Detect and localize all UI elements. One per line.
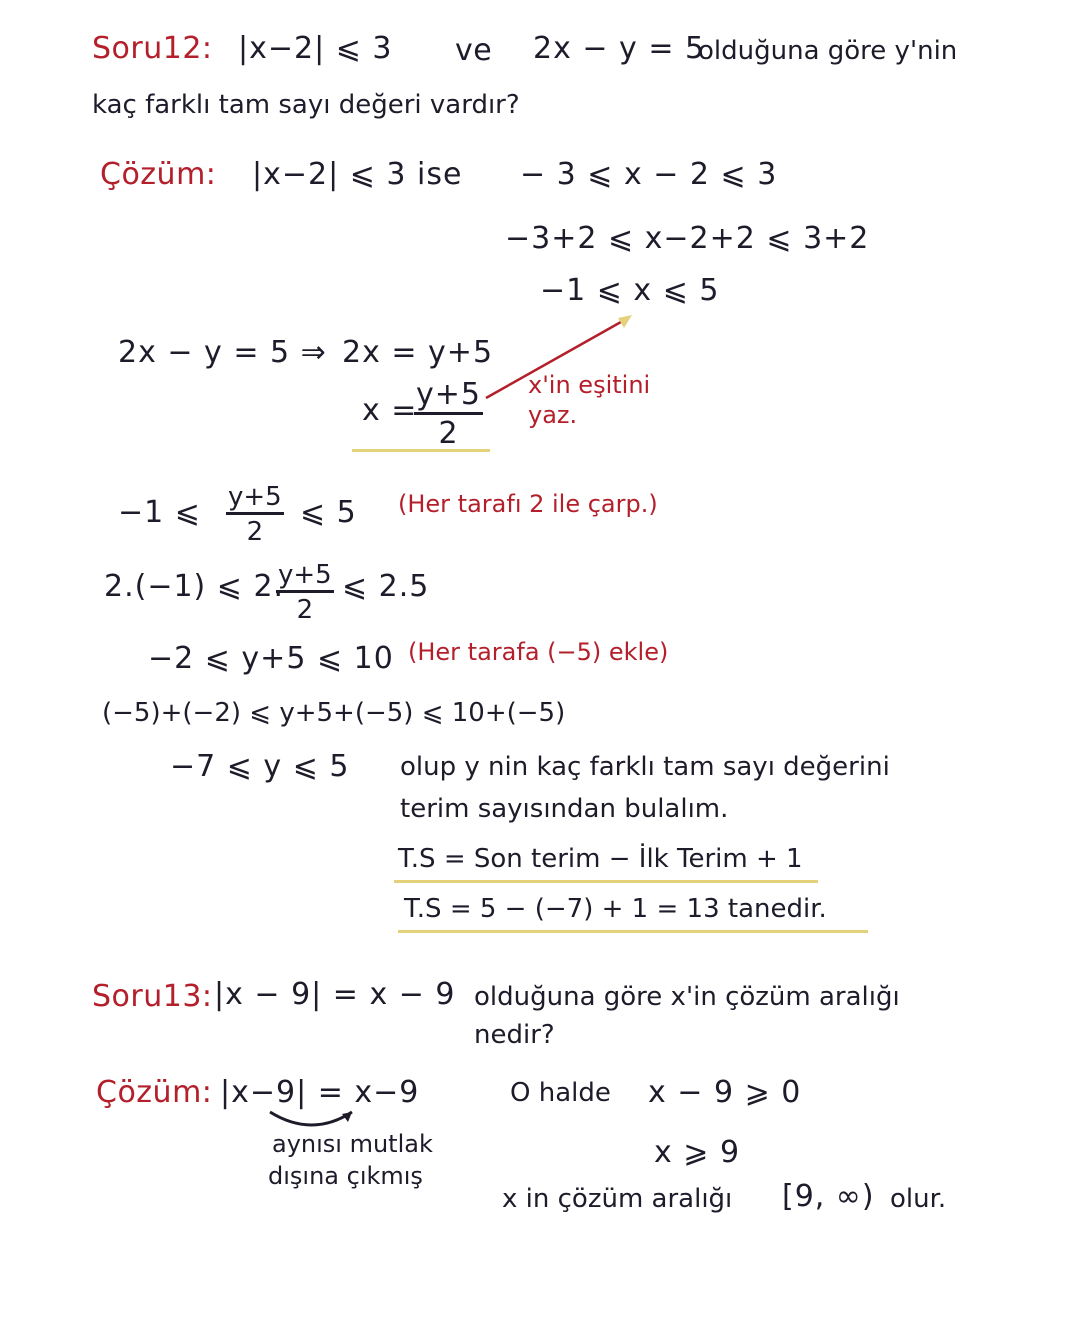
solution-13-step-1c: x − 9 ⩾ 0 [648,1075,802,1110]
question-12-text-1: olduğuna göre y'nin [698,36,958,66]
solution-12-step-4b: 2x = y+5 [342,335,494,370]
solution-12-step-10b: olup y nin kaç farklı tam sayı değerini [400,752,890,782]
solution-12-step-1b: − 3 ⩽ x − 2 ⩽ 3 [520,157,778,192]
solution-12-step-7-rhs: ⩽ 2.5 [342,569,430,604]
fraction-numerator: y+5 [276,562,334,593]
question-12-label: Soru12: [92,31,213,66]
solution-12-label: Çözüm: [100,157,217,192]
solution-12-step-10a: −7 ⩽ y ⩽ 5 [170,749,350,784]
note-same-outside-1: aynısı mutlak [272,1130,433,1158]
solution-12-step-4a: 2x − y = 5 ⇒ [118,335,327,370]
question-12-equation: 2x − y = 5 [533,31,706,66]
solution-12-step-7-lhs: 2.(−1) ⩽ 2. [104,569,285,604]
solution-12-step-2: −3+2 ⩽ x−2+2 ⩽ 3+2 [505,221,870,256]
question-13-text-1: olduğuna göre x'in çözüm aralığı [474,982,900,1012]
solution-12-step-8-note: (Her tarafa (−5) ekle) [408,638,669,666]
solution-12-step-9: (−5)+(−2) ⩽ y+5+(−5) ⩽ 10+(−5) [102,698,566,728]
question-13-equation: |x − 9| = x − 9 [214,977,456,1012]
note-x-equivalent-1: x'in eşitini [528,371,651,399]
question-13-label: Soru13: [92,979,213,1014]
solution-13-label: Çözüm: [96,1075,213,1110]
solution-12-step-1a: |x−2| ⩽ 3 ise [252,157,463,192]
fraction-denominator: 2 [296,595,314,625]
solution-13-interval: [9, ∞) [782,1179,875,1214]
note-x-equivalent-2: yaz. [528,401,578,429]
solution-13-step-2: x ⩾ 9 [654,1135,741,1170]
question-12-inequality: |x−2| ⩽ 3 [238,31,393,66]
solution-13-step-3a: x in çözüm aralığı [502,1184,733,1214]
question-12-connector: ve [455,33,493,68]
question-12-text-2: kaç farklı tam sayı değeri vardır? [92,90,520,120]
solution-12-step-5-lhs: x = [362,393,418,428]
solution-13-step-1: |x−9| = x−9 [220,1075,420,1110]
solution-12-step-3: −1 ⩽ x ⩽ 5 [540,273,720,308]
solution-13-step-3c: olur. [890,1184,947,1214]
question-13-text-2: nedir? [474,1020,555,1050]
solution-12-term-result: T.S = 5 − (−7) + 1 = 13 tanedir. [404,894,827,924]
solution-13-step-1b: O halde [510,1078,611,1108]
fraction-numerator: y+5 [226,484,284,515]
solution-12-step-6-lhs: −1 ⩽ [118,495,201,530]
solution-12-step-8: −2 ⩽ y+5 ⩽ 10 [148,641,394,676]
fraction-numerator: y+5 [414,380,483,415]
solution-12-step-6-note: (Her tarafı 2 ile çarp.) [398,490,658,518]
fraction-denominator: 2 [246,517,264,547]
curved-arrow-icon [270,1112,352,1125]
note-same-outside-2: dışına çıkmış [268,1162,423,1190]
solution-12-term-formula: T.S = Son terim − İlk Terim + 1 [398,844,803,874]
arrow-icon [486,315,632,398]
fraction-denominator: 2 [438,416,459,451]
solution-12-step-11: terim sayısından bulalım. [400,794,729,824]
solution-12-step-6-rhs: ⩽ 5 [300,495,357,530]
